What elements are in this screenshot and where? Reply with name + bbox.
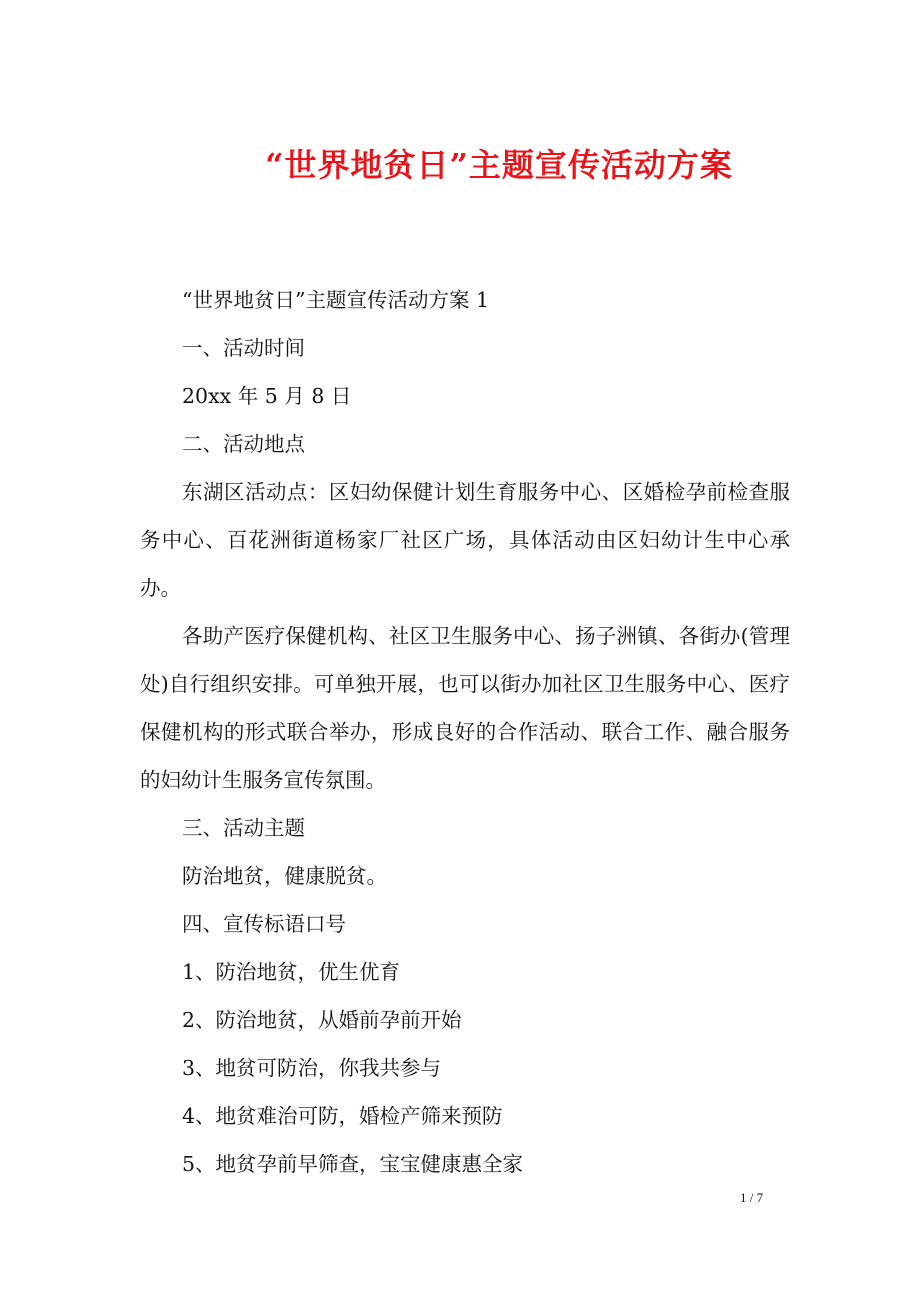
document-body (140, 276, 790, 1188)
paragraph-theme-heading: 三、活动主题 (182, 816, 305, 840)
paragraph-location-others: 各助产医疗保健机构、社区卫生服务中心、扬子洲镇、各街办(管理处)自行组织安排。可单独开展，也可以街办加社区卫生服务中心、医疗保健机构的形式联合举办，形成良好的合作活动、联合工作、融合服务的妇幼计生服务宣传氛围。 (140, 624, 790, 792)
paragraph-location-donghu: 东湖区活动点：区妇幼保健计划生育服务中心、区婚检孕前检查服务中心、百花洲街道杨家厂社区广场，具体活动由区妇幼计生中心承办。 (140, 480, 790, 600)
document-title: “世界地贫日”主题宣传活动方案 (265, 146, 733, 184)
paragraph-time-heading: 一、活动时间 (182, 336, 305, 360)
paragraph-date: 20xx 年 5 月 8 日 (182, 384, 352, 408)
paragraph-theme: 防治地贫，健康脱贫。 (182, 864, 387, 888)
page-number: 1 / 7 (740, 1190, 764, 1205)
slogan-item: 1、防治地贫，优生优育 (182, 960, 401, 984)
paragraph-section-heading: “世界地贫日”主题宣传活动方案 1 (182, 288, 490, 312)
paragraph-slogans-heading: 四、宣传标语口号 (182, 912, 346, 936)
slogan-item: 3、地贫可防治，你我共参与 (182, 1056, 442, 1080)
paragraph-location-heading: 二、活动地点 (182, 432, 305, 456)
slogan-item: 4、地贫难治可防，婚检产筛来预防 (182, 1104, 503, 1128)
slogan-item: 5、地贫孕前早筛查，宝宝健康惠全家 (182, 1152, 524, 1176)
slogan-item: 2、防治地贫，从婚前孕前开始 (182, 1008, 462, 1032)
